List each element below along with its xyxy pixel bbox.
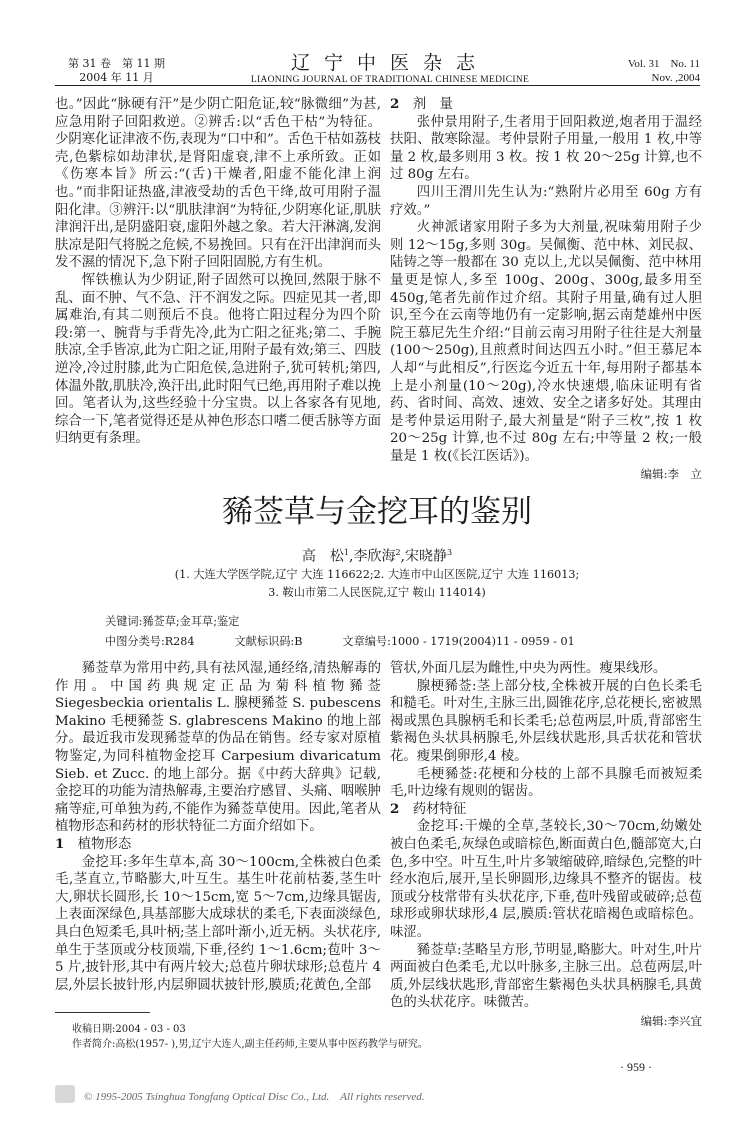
paragraph: 腺梗豨莶:茎上部分枝,全株被开展的白色长柔毛和糙毛。叶对生,主脉三出,圆锥花序,总花梗长,密被黑褐或黑色具腺柄毛和长柔毛;总苞两层,叶质,背部密生紫褐色头状具柄腺毛,外层线状匙形,具舌状花和管状花。瘦果倒卵形,4 棱。	[390, 678, 702, 764]
header-rule	[55, 85, 700, 86]
intro-paragraph: 豨莶草为常用中药,具有祛风湿,通经络,清热解毒的作用。中国药典规定正品为菊科植物豨莶 Siegesbeckia orientalis L. 腺梗豨莶 S. pubescens Makino 毛梗豨莶 S. glabrescens Makino 的地上部分。最近我市发现豨莶草的伪品在销售。经专家对原植物鉴定,为同科植物金挖耳 Carpesium divaricatum Sieb. et Zucc. 的地上部分。据《中药大辞典》记载,金挖耳的功能为清热解毒,主要治疗感冒、头痛、咽喉肿痛等症,可单独为药,不能作为豨莶草使用。因此,笔者从植物形态和药材的形状特征二方面介绍如下。	[55, 661, 381, 835]
paragraph: 恽铁樵认为少阴证,附子固然可以挽回,然限于脉不乱、面不肿、气不急、汗不润发之际。四症见其一者,即属难治,有其二则预后不良。他将亡阳过程分为四个阶段:第一、腕背与手背先冷,此为亡阳之征兆;第二、手腕肤凉,全手皆凉,此为亡阳之证,用附子最有效;第三、四肢逆冷,冷过肘膝,此为亡阳危侯,急进附子,犹可转机;第四,体温外散,肌肤冷,涣汗出,此时阳气已绝,再用附子难以挽回。笔者认为,这些经验十分宝贵。以上各家各有见地,综合一下,笔者觉得还是从神色形态口嗜二便舌脉等方面归纳更有条理。	[55, 272, 381, 447]
journal-masthead	[230, 52, 550, 86]
footnote-rule	[55, 1012, 150, 1013]
editor-credit: 编辑:李 立	[640, 467, 702, 482]
paragraph: 金挖耳:多年生草本,高 30～100cm,全株被白色柔毛,茎直立,节略膨大,叶互生。基生叶花前枯萎,茎生叶大,卵状长圆形,长 10～15cm,宽 5～7cm,边缘具锯齿,上表面深绿色,具基部膨大成球状的柔毛,下表面淡绿色,具白色短柔毛,具叶柄;茎上部叶渐小,近无柄。头状花序,单生于茎顶或分枝顶端,下垂,径约 1～1.6cm;苞叶 3～5 片,披针形,其中有两片较大;总苞片卵状球形;总苞片 4 层,外层长披针形,内层卵圆状披针形,膜质;花黄色,全部	[55, 854, 381, 993]
page-number: · 959 ·	[620, 1060, 652, 1074]
prev-article-right-column	[390, 96, 702, 483]
paragraph: 四川王渭川先生认为:“熟附片必用至 60g 方有疗效。”	[390, 184, 702, 218]
author-bio: 作者简介:高松(1957- ),男,辽宁大连人,副主任药师,主要从事中医药教学与研究。	[72, 1039, 428, 1050]
journal-title-cn: 辽宁中医杂志	[290, 52, 489, 74]
article-number: 文章编号:1000 - 1719(2004)11 - 0959 - 01	[342, 635, 575, 648]
volume-issue: 第 31 卷 第 11 期	[68, 57, 165, 70]
paragraph: 金挖耳:干燥的全草,茎较长,30～70cm,幼嫩处被白色柔毛,灰绿色或暗棕色,断面黄白色,髓部宽大,白色,多中空。叶互生,叶片多皱缩破碎,暗绿色,完整的叶经水泡后,展开,呈长卵圆形,边缘具不整齐的锯齿。枝顶或分枝常带有头状花序,下垂,苞叶残留或破碎;总苞球形或卵状球形,4 层,膜质:管状花暗褐色或暗棕色。味涩。	[390, 819, 702, 940]
prev-article-left-column	[55, 96, 381, 448]
footnotes	[72, 1022, 428, 1052]
author: 高 松	[301, 548, 344, 565]
vol-en: Vol. 31 No. 11	[627, 58, 700, 70]
section-heading: 2 剂 量	[390, 96, 453, 112]
date-en: Nov. ,2004	[651, 72, 700, 84]
paragraph: 也。”因此“脉硬有汗”是少阴亡阳危证,较“脉微细”为甚,应急用附子回阳救逆。②辨舌:以“舌色干枯”为特征。少阴寒化证津液不伤,表现为“口中和”。舌色干枯如荔枝壳,色紫棕如劫津状,是肾阳虚衰,津不上承所致。正如《伤寒本旨》所云:“(舌)干燥者,阳虚不能化津上润也。”而非阳证热盛,津液受劫的舌色干绛,故可用附子温阳化津。③辨汗:以“肌肤津润”为特征,少阴寒化证,肌肤津润汗出,是阴盛阳衰,虚阳外越之象。若大汗淋漓,发润肤凉是阳气将脱之危候,不易挽回。只有在汗出津润而头发不濕的情况下,急下附子回阳固脱,方有生机。	[55, 97, 381, 271]
paragraph: 火神派诸家用附子多为大剂量,祝味菊用附子少则 12～15g,多则 30g。吴佩衡、范中林、刘民叔、陆铸之等一般都在 30 克以上,尤以吴佩衡、范中林用量更是惊人,多至 100g、200g、300g,最多用至 450g,笔者先前作过介绍。其附子用量,确有过人胆识,至今在云南等地仍有一定影响,据云南楚雄州中医院王慕尼先生介绍:“目前云南习用附子往往是大剂量(100～250g),且煎煮时间达四五小时。”但王慕尼本人却“与此相反”,行医迄今近五十年,每用附子都基本上是小剂量(10～20g),冷水快速煨,临床证明有省药、省时间、高效、速效、安全之诸多好处。其理由是考仲景运用附子,最大剂量是“附子三枚”,按 1 枚 20～25g 计算,也不过 80g 左右;中等量 2 枚;一般量是 1 枚(《长江医话》)。	[390, 220, 702, 464]
document-code: 文献标识码:B	[234, 635, 303, 648]
publisher-logo-icon	[55, 1085, 75, 1103]
section-heading: 2 药材特征	[390, 800, 467, 817]
paragraph: 豨莶草:茎略呈方形,节明显,略膨大。叶对生,叶片两面被白色柔毛,尤以叶脉多,主脉三出。总苞两层,叶质,外层线状匙形,背部密生紫褐色头状具柄腺毛,具黄色的头状花序。味微苦。	[390, 942, 702, 1011]
paragraph: 张仲景用附子,生者用于回阳救逆,炮者用于温经扶阳、散寒除湿。考仲景附子用量,一般用 1 枚,中等量 2 枚,最多则用 3 枚。按 1 枚 20～25g 计算,也不过 80g 左右。	[390, 114, 702, 183]
affiliations: (1. 大连大学医学院,辽宁 大连 116622;2. 大连市中山区医院,辽宁 大连 116013; 3. 鞍山市第二人民医院,辽宁 鞍山 114014)	[174, 568, 580, 599]
editor-credit: 编辑:李兴宜	[640, 1013, 702, 1028]
received-date: 收稿日期:2004 - 03 - 03	[72, 1024, 186, 1035]
clc-number: 中图分类号:R284	[105, 635, 195, 648]
keywords-block	[105, 612, 575, 652]
section-heading: 1 植物形态	[55, 835, 132, 852]
article-right-column	[390, 660, 702, 1030]
author: ,李欣海	[349, 548, 396, 565]
copyright-notice: © 1995-2005 Tsinghua Tongfang Optical Disc Co., Ltd. All rights reserved.	[84, 1091, 425, 1103]
author: ,宋晓静	[400, 548, 447, 565]
journal-title-en: LIAONING JOURNAL OF TRADITIONAL CHINESE MEDICINE	[250, 75, 530, 85]
header-volume-en	[600, 57, 700, 85]
article-title: 豨莶草与金挖耳的鉴别	[222, 494, 532, 530]
paragraph: 毛梗豨莶:花梗和分枝的上部不具腺毛而被短柔毛,叶边缘有规则的锯齿。	[390, 766, 702, 800]
author-list: 高 松$^1$,李欣海$^2$,宋晓静$^3$	[301, 548, 453, 565]
paragraph: 管状,外面几层为雌性,中央为两性。瘦果线形。	[390, 661, 667, 676]
article-left-column	[55, 660, 381, 994]
header-volume	[68, 57, 165, 85]
issue-date: 2004 年 11 月	[79, 71, 154, 84]
keywords: 关键词:豨莶草;金耳草;鉴定	[105, 615, 240, 628]
classification-line	[105, 632, 575, 652]
